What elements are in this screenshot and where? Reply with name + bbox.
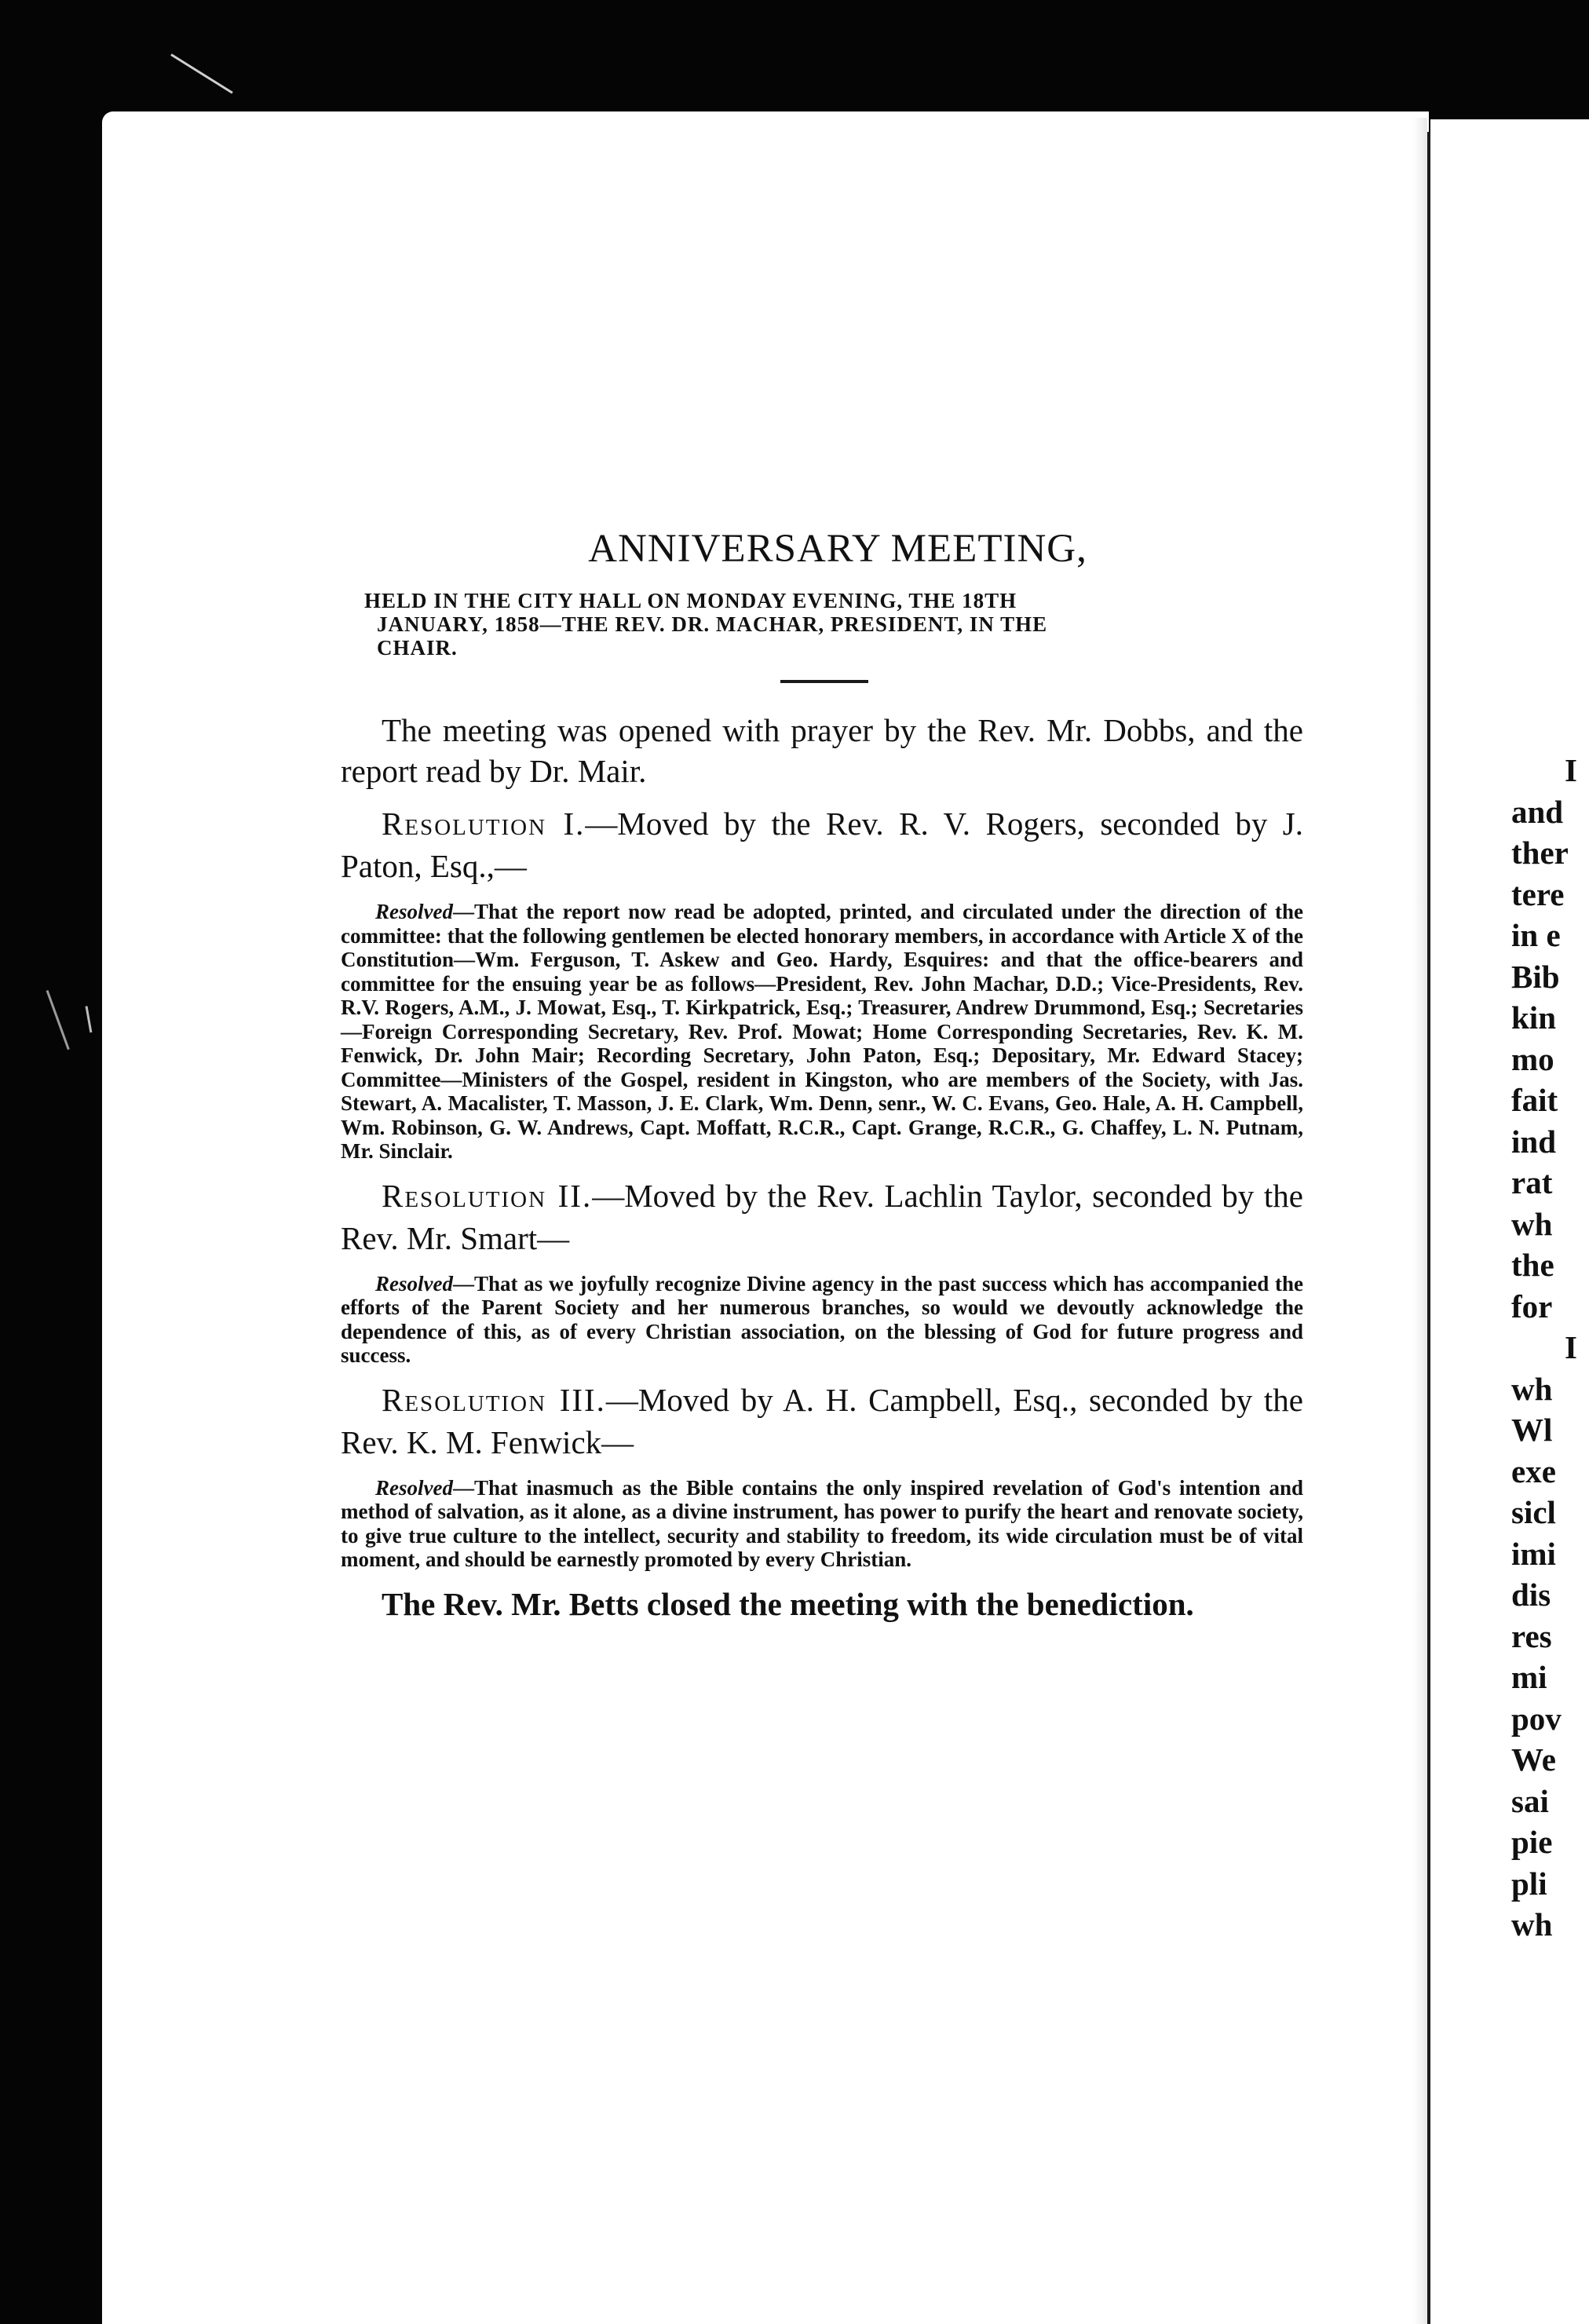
page-gutter-shadow — [1413, 118, 1427, 2324]
subtitle-line: JANUARY, 1858—THE REV. DR. MACHAR, PRESIDENT, IN THE — [377, 612, 1048, 636]
right-page-fragment: Bib — [1511, 958, 1560, 995]
resolved-label: Resolved — [375, 900, 453, 923]
resolution-mover: —Moved by A. H. Campbell, Esq., seconded by the Rev. K. M. Fenwick— — [341, 1381, 1303, 1460]
right-page-fragment: I — [1565, 1329, 1577, 1365]
right-page-fragment: tere — [1511, 875, 1565, 912]
scratch-mark — [170, 53, 233, 93]
scratch-mark — [86, 1006, 93, 1032]
resolution-label: Resolution I. — [382, 806, 586, 842]
resolution-label: Resolution III. — [382, 1381, 606, 1418]
subtitle-line: CHAIR. — [377, 636, 458, 660]
resolution-mover: —Moved by the Rev. R. V. Rogers, seconded by J. Paton, Esq.,— — [341, 806, 1304, 884]
right-page-fragment: wh — [1511, 1906, 1553, 1942]
right-page-fragment: Wl — [1511, 1412, 1553, 1448]
resolution-text — [341, 900, 1303, 1164]
right-page-fragment: pli — [1511, 1865, 1547, 1902]
right-page-fragment: wh — [1511, 1205, 1553, 1242]
right-page-fragment: pov — [1511, 1700, 1562, 1737]
right-page-fragment: res — [1511, 1617, 1552, 1654]
closing-paragraph: The Rev. Mr. Betts closed the meeting with the benediction. — [382, 1585, 1194, 1622]
resolved-label: Resolved — [375, 1475, 453, 1500]
right-page-fragment: fait — [1511, 1082, 1558, 1118]
right-page-fragment: kin — [1511, 999, 1556, 1036]
resolution-text — [341, 1272, 1303, 1368]
right-page-fragment: for — [1511, 1288, 1553, 1325]
right-page-fragment: the — [1511, 1247, 1554, 1283]
right-page-fragment: rat — [1511, 1164, 1553, 1200]
article — [341, 526, 1303, 1625]
right-page-fragment: imi — [1511, 1535, 1556, 1572]
page-title: ANNIVERSARY MEETING, — [588, 527, 1087, 571]
resolution-body: —That inasmuch as the Bible contains the only inspired revelation of God's intention and method of salvation, as it alone, as a divine instrument, has power to purify the heart and renovate society, to give true culture to the intellect, security and stability to freedom, its wide circulation must be of vital moment, and should be earnestly promoted by every Christian. — [341, 1475, 1303, 1571]
resolution-label: Resolution II. — [382, 1177, 593, 1214]
resolution-body: —That the report now read be adopted, printed, and circulated under the direction of the committee: that the following gentlemen be elected honorary members, in accordance with Article X of the Constitution—Wm. Ferguson, T. Askew and Geo. Hardy, Esquires: and that the office-bearers and committee for the ensuing year be as follows—President, Rev. John Machar, D.D.; Vice-Presidents, Rev. R.V. Rogers, A.M., J. Mowat, Esq., T. Kirkpatrick, Esq.; Treasurer, Andrew Drummond, Esq.; Secretaries—Foreign Corresponding Secretary, Rev. Prof. Mowat; Home Corresponding Secretaries, Rev. K. M. Fenwick, Dr. John Mair; Recording Secretary, John Paton, Esq.; Depositary, Mr. Edward Stacey; Committee—Ministers of the Gospel, resident in Kingston, who are members of the Society, with Jas. Stewart, A. Macalister, T. Masson, J. E. Clark, Wm. Denn, senr., W. C. Evans, Geo. Hale, A. H. Campbell, Wm. Robinson, G. W. Andrews, Capt. Moffatt, R.C.R., Capt. Grange, R.C.R., G. Chaffey, L. N. Putnam, Mr. Sinclair. — [341, 900, 1303, 1163]
right-page-fragment: ther — [1511, 835, 1569, 871]
divider — [780, 680, 868, 683]
meeting-subtitle — [341, 589, 1303, 660]
right-page-fragment: We — [1511, 1741, 1556, 1778]
right-page-fragment: ind — [1511, 1123, 1556, 1160]
resolution-heading — [341, 1175, 1303, 1259]
right-page-fragment: exe — [1511, 1452, 1556, 1489]
right-page-fragment: sicl — [1511, 1494, 1556, 1530]
resolution-heading — [341, 1379, 1303, 1463]
right-page-fragment: pie — [1511, 1824, 1553, 1860]
resolved-label: Resolved — [375, 1271, 453, 1295]
right-page-fragment: and — [1511, 793, 1564, 830]
right-page-fragment: sai — [1511, 1782, 1549, 1819]
right-page-fragment: dis — [1511, 1577, 1551, 1613]
right-page-fragment: mi — [1511, 1659, 1547, 1695]
right-page-text — [1511, 750, 1589, 1946]
right-page-fragment: I — [1565, 752, 1577, 788]
resolution-text — [341, 1476, 1303, 1572]
subtitle-line: HELD IN THE CITY HALL ON MONDAY EVENING, THE 18TH — [364, 589, 1017, 612]
opening-paragraph: The meeting was opened with prayer by the Rev. Mr. Dobbs, and the report read by Dr. Mair. — [341, 712, 1303, 789]
resolution-mover: —Moved by the Rev. Lachlin Taylor, seconded by the Rev. Mr. Smart— — [341, 1177, 1303, 1256]
resolution-body: —That as we joyfully recognize Divine agency in the past success which has accompanied the efforts of the Parent Society and her numerous branches, so would we devoutly acknowledge the dependence of this, as of every Christian association, on the blessing of God for future progress and success. — [341, 1271, 1303, 1367]
scratch-mark — [46, 990, 70, 1050]
resolution-heading — [341, 802, 1303, 887]
right-page-fragment: in e — [1511, 917, 1561, 953]
right-page-fragment: wh — [1511, 1370, 1553, 1407]
right-page-fragment: mo — [1511, 1040, 1554, 1077]
